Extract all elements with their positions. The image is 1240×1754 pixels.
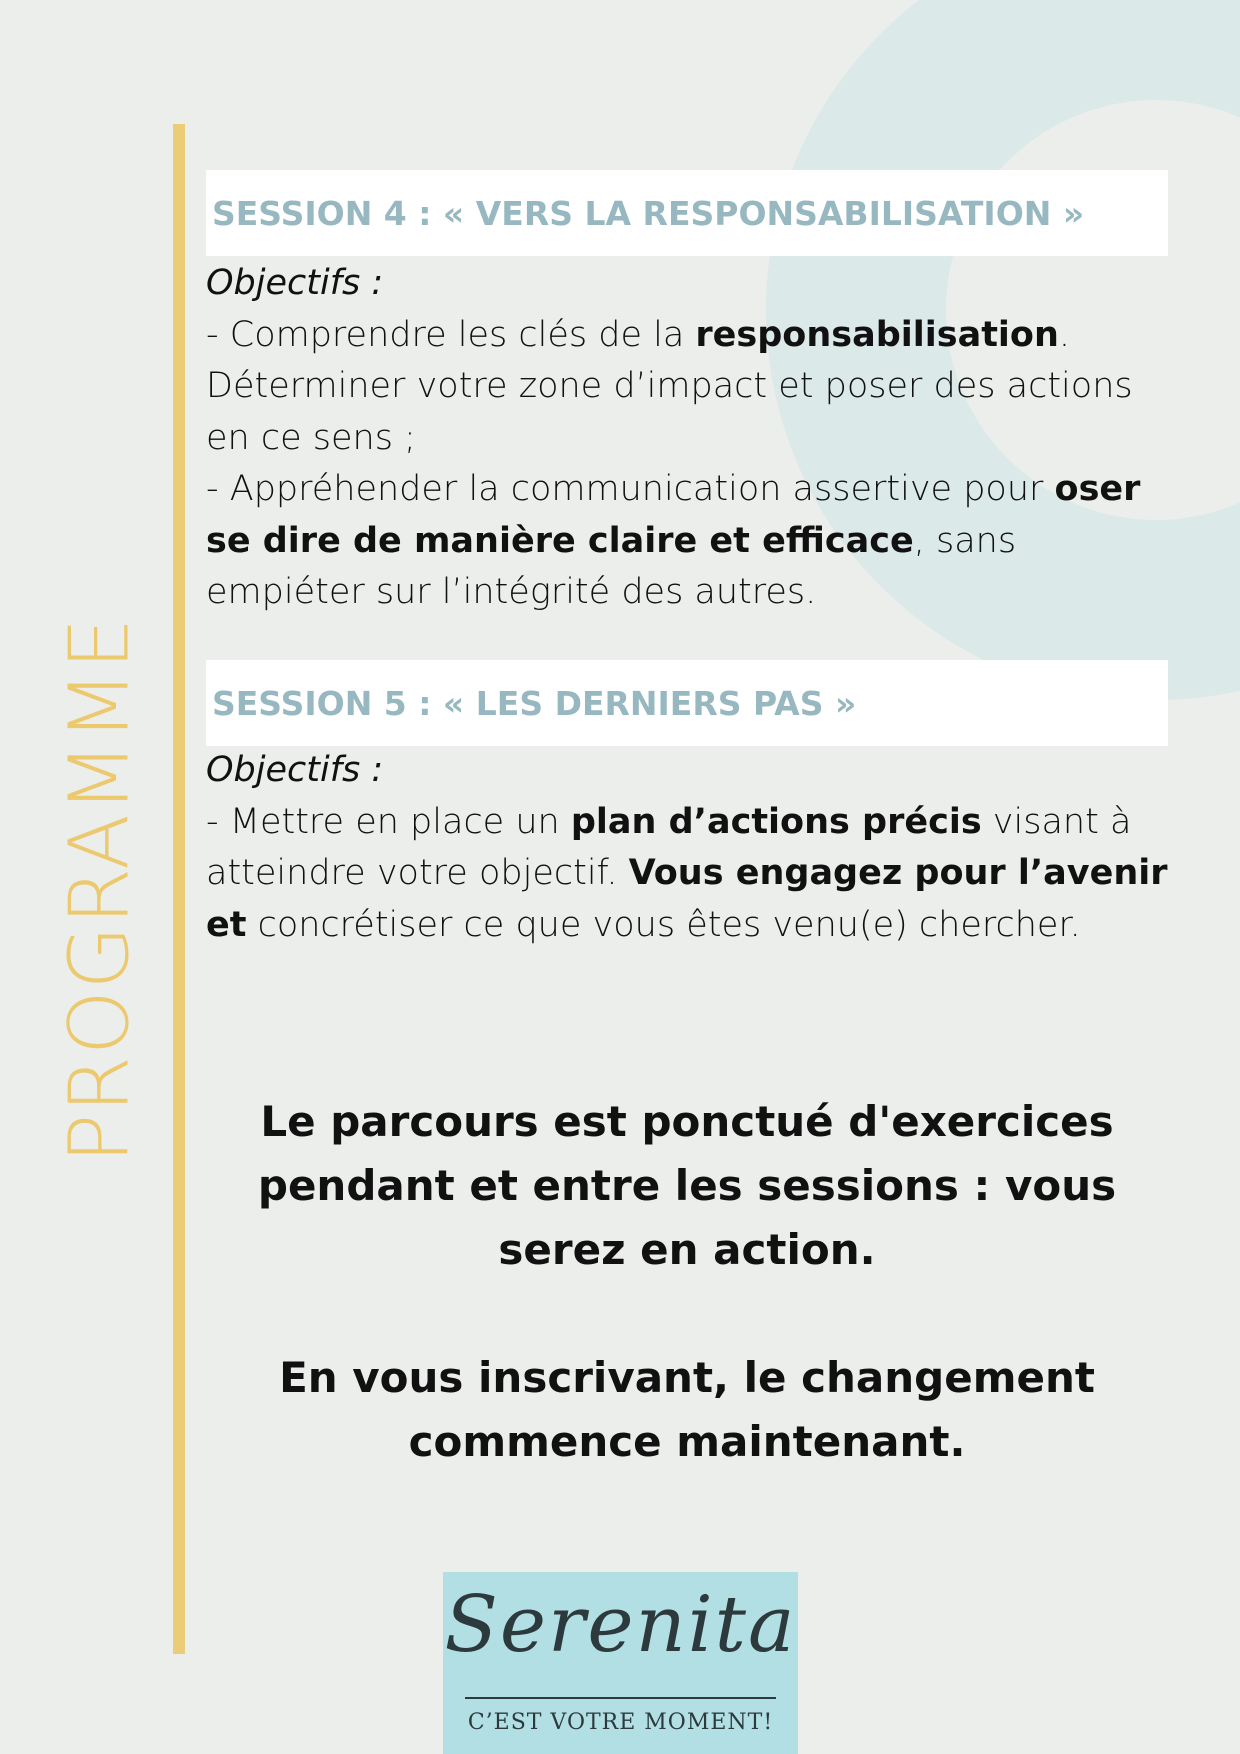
logo-divider bbox=[465, 1697, 776, 1699]
closing-statement bbox=[206, 1090, 1168, 1474]
session-5-body bbox=[206, 745, 1176, 951]
session-5-header: SESSION 5 : « LES DERNIERS PAS » bbox=[206, 660, 1168, 746]
session-5-objectifs-label: Objectifs : bbox=[206, 750, 384, 790]
session-4-objective-2: Déterminer votre zone d’impact et poser des actions en ce sens ; bbox=[206, 366, 1133, 458]
accent-bar bbox=[173, 124, 185, 1654]
session-4-objective-1: - Comprendre les clés de la responsabilisation. bbox=[206, 314, 1071, 355]
closing-paragraph-2: En vous inscrivant, le changement commence maintenant. bbox=[279, 1353, 1095, 1466]
session-4-body bbox=[206, 258, 1176, 619]
session-4-objectifs-label: Objectifs : bbox=[206, 263, 384, 303]
serenita-logo bbox=[443, 1572, 798, 1754]
session-5-objective-1: - Mettre en place un plan d’actions précis visant à atteindre votre objectif. Vous engagez pour l’avenir et concrétiser ce que vous êtes venu(e) chercher. bbox=[206, 801, 1168, 945]
session-4-header: SESSION 4 : « VERS LA RESPONSABILISATION » bbox=[206, 170, 1168, 256]
closing-paragraph-1: Le parcours est ponctué d'exercices pendant et entre les sessions : vous serez en action. bbox=[257, 1097, 1117, 1274]
logo-tagline: C’EST VOTRE MOMENT! bbox=[467, 1710, 774, 1735]
session-4-objective-3: - Appréhender la communication assertive pour oser se dire de manière claire et efficace, sans empiéter sur l’intégrité des autres. bbox=[206, 469, 1141, 612]
logo-wordmark: Serenita bbox=[444, 1580, 797, 1670]
programme-title: PROGRAMME bbox=[52, 616, 148, 1164]
